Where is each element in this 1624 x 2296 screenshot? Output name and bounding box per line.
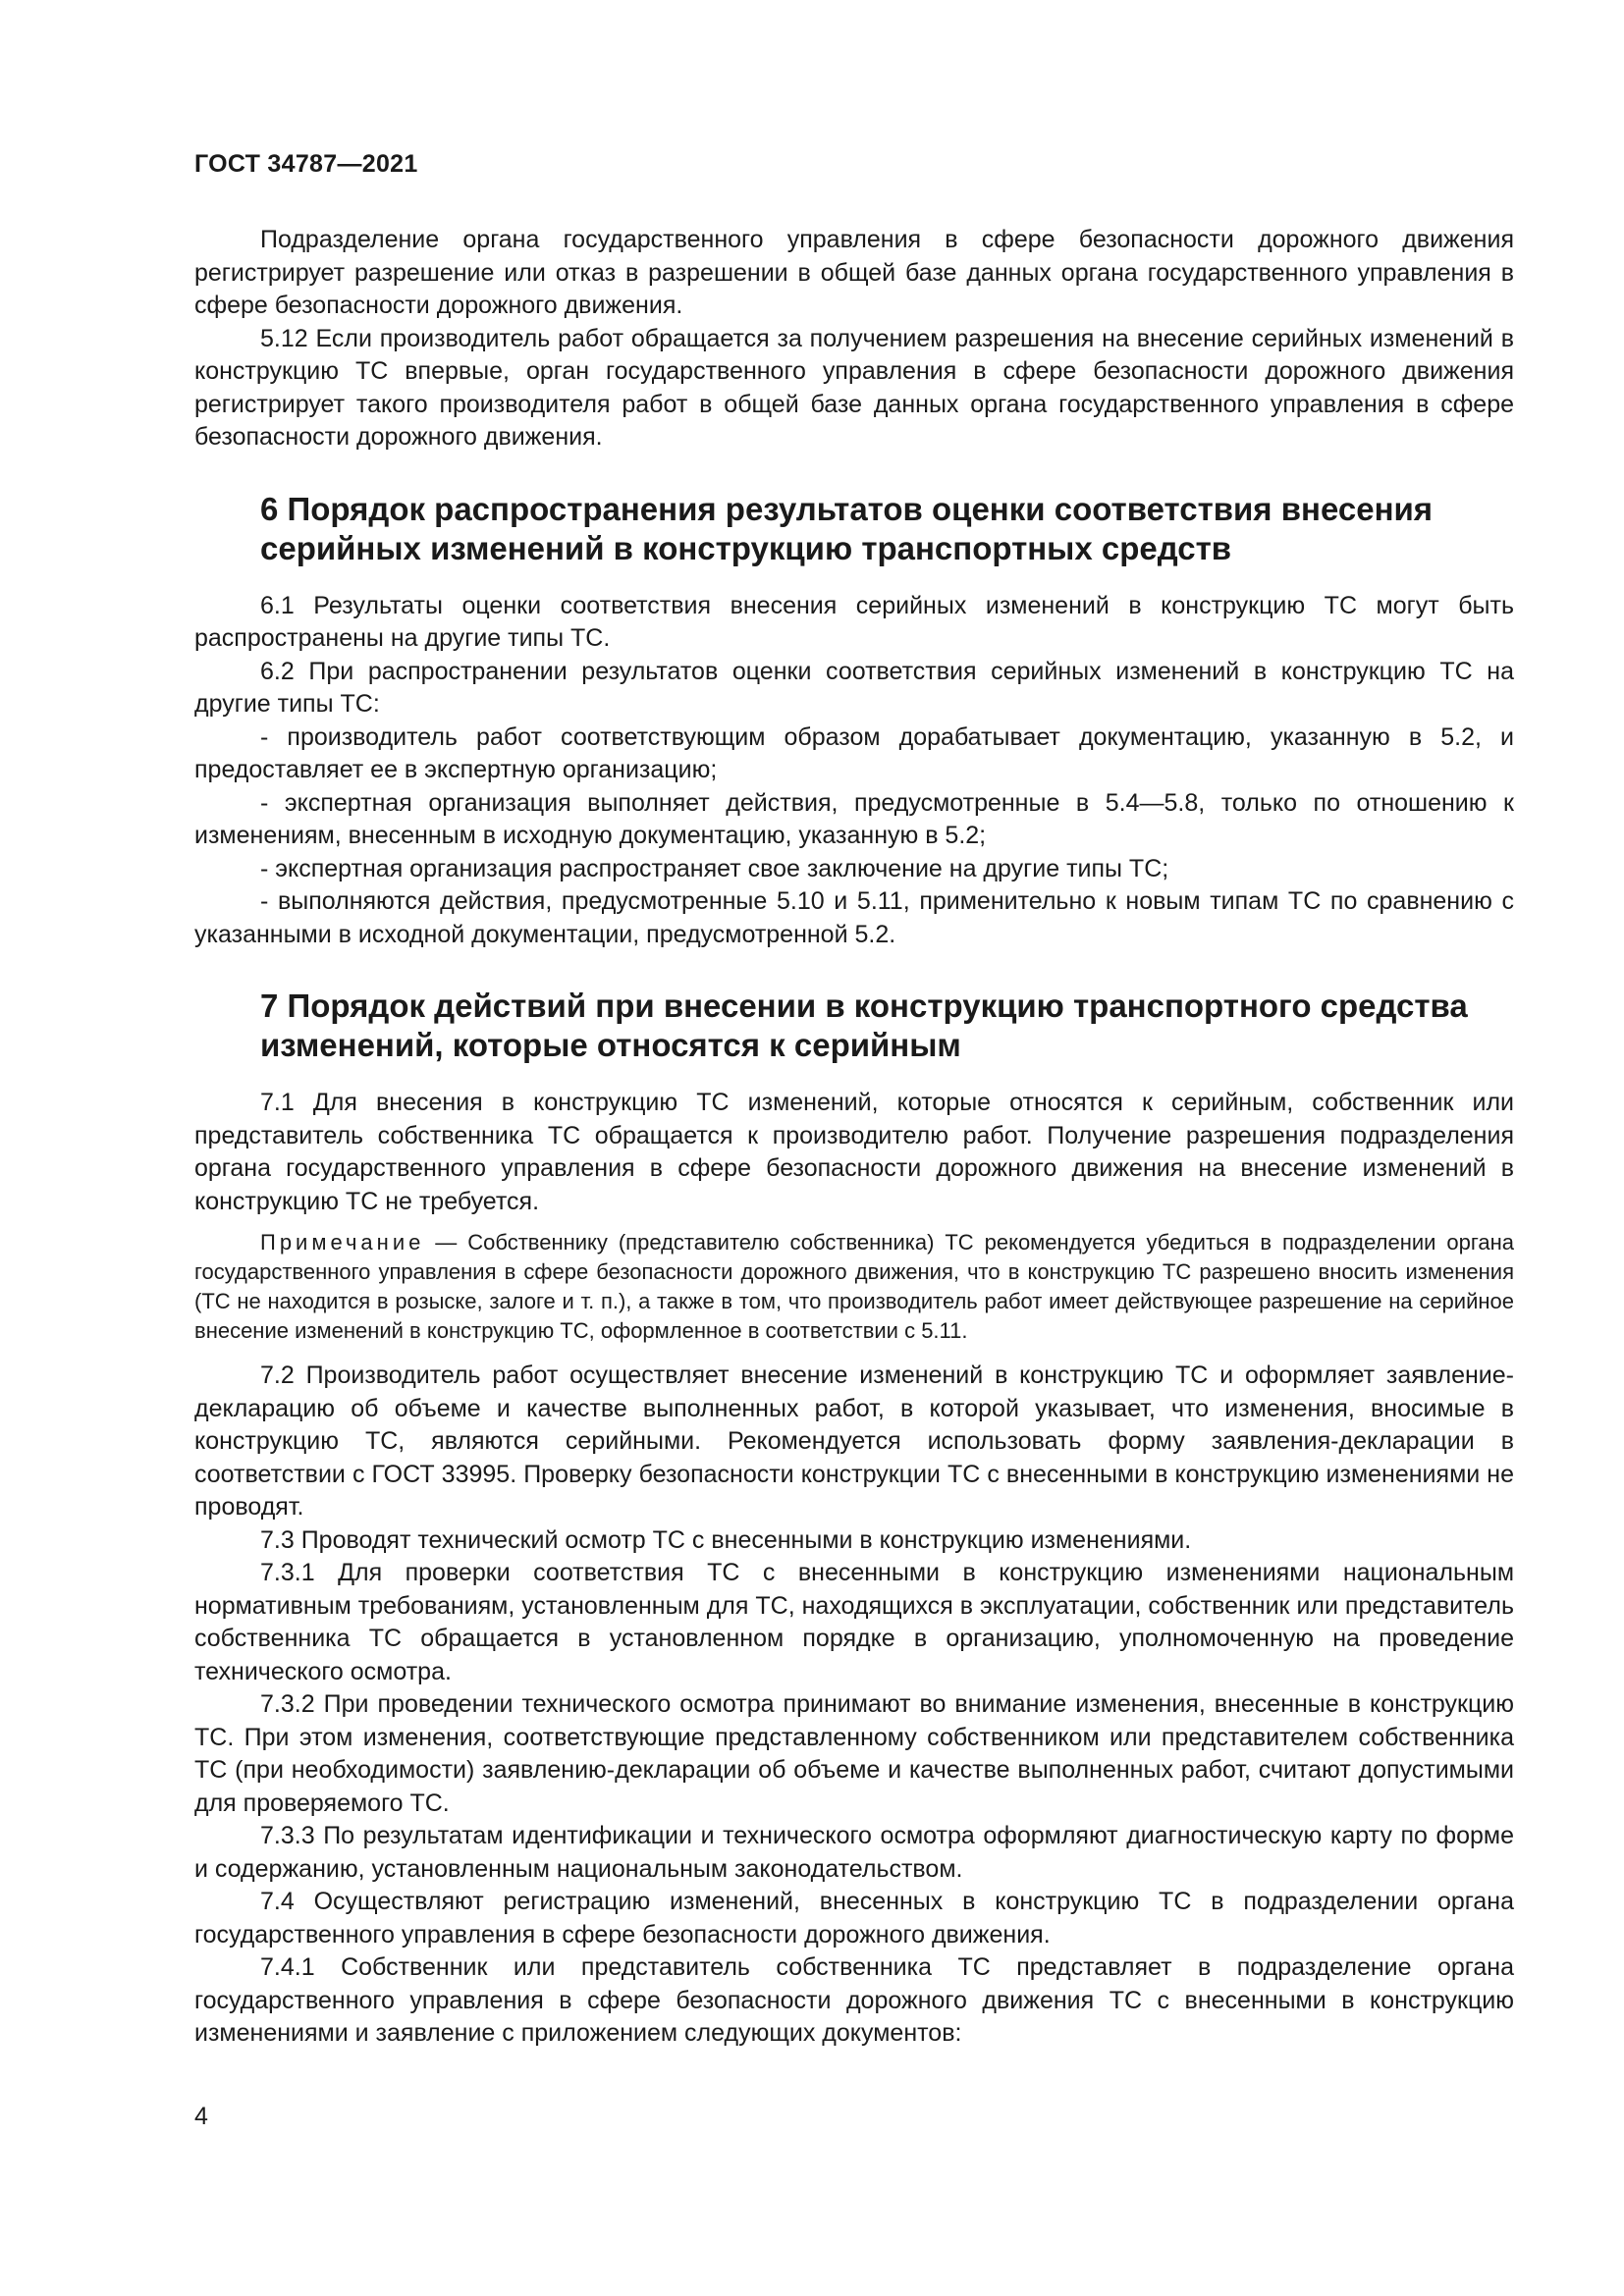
list-item: - производитель работ соответствующим образом дорабатывает документацию, указанную в 5.2, и предоставляет ее в экспертную организацию;: [194, 722, 1514, 783]
paragraph-6-2: 6.2 При распространении результатов оценки соответствия серийных изменений в конструкцию ТС на другие типы ТС:: [194, 657, 1514, 718]
page-number: 4: [194, 2103, 208, 2130]
section-7-title-line1: 7 Порядок действий при внесении в конструкцию транспортного средства: [260, 988, 1468, 1024]
paragraph-7-3-3: 7.3.3 По результатам идентификации и технического осмотра оформляют диагностическую карту по форме и содержанию, установленным национальным законодательством.: [194, 1822, 1514, 1883]
document-body: [194, 224, 1514, 2051]
paragraph: Подразделение органа государственного управления в сфере безопасности дорожного движения регистрирует разрешение или отказ в разрешении в общей базе данных органа государственного управления в сфере безопасности дорожного движения.: [194, 226, 1514, 319]
paragraph-5-12: 5.12 Если производитель работ обращается за получением разрешения на внесение серийных изменений в конструкцию ТС впервые, орган государственного управления в сфере безопасности дорожного движения регистрирует такого производителя работ в общей базе данных органа государственного управления в сфере безопасности дорожного движения.: [194, 324, 1514, 451]
note-label: Примечание: [260, 1230, 425, 1255]
section-6-title-line1: 6 Порядок распространения результатов оценки соответствия внесения: [260, 490, 1434, 527]
paragraph-7-4: 7.4 Осуществляют регистрацию изменений, внесенных в конструкцию ТС в подразделении органа государственного управления в сфере безопасности дорожного движения.: [194, 1888, 1514, 1949]
section-7-title-line2: изменений, которые относятся к серийным: [260, 1027, 961, 1063]
paragraph-7-4-1: 7.4.1 Собственник или представитель собственника ТС представляет в подразделение органа государственного управления в сфере безопасности дорожного движения ТС с внесенными в конструкцию изменениями и заявление с приложением следующих документов:: [194, 1953, 1514, 2047]
paragraph-7-2: 7.2 Производитель работ осуществляет внесение изменений в конструкцию ТС и оформляет заявление-декларацию об объеме и качестве выполненных работ, в которой указывает, что изменения, вносимые в конструкцию ТС, являются серийными. Рекомендуется использовать форму заявления-декларации в соответствии с ГОСТ 33995. Проверку безопасности конструкции ТС с внесенными в конструкцию изменениями не проводят.: [194, 1362, 1514, 1521]
section-7-heading: [194, 987, 1514, 1065]
list-item: - экспертная организация распространяет свое заключение на другие типы ТС;: [260, 854, 1169, 882]
list-item: - экспертная организация выполняет действия, предусмотренные в 5.4—5.8, только по отношению к изменениям, внесенным в исходную документацию, указанную в 5.2;: [194, 788, 1514, 849]
paragraph-7-1: 7.1 Для внесения в конструкцию ТС изменений, которые относятся к серийным, собственник или представитель собственника ТС обращается к производителю работ. Получение разрешения подразделения органа государственного управления в сфере безопасности дорожного движения на внесение изменений в конструкцию ТС не требуется.: [194, 1089, 1514, 1215]
paragraph-6-1: 6.1 Результаты оценки соответствия внесения серийных изменений в конструкцию ТС могут быть распространены на другие типы ТС.: [194, 591, 1514, 652]
section-6-heading: [194, 490, 1514, 568]
note-text: — Собственнику (представителю собственника) ТС рекомендуется убедиться в подразделении органа государственного управления в сфере безопасности дорожного движения, что в конструкцию ТС разрешено вносить изменения (ТС не находится в розыске, залоге и т. п.), а также в том, что производитель работ имеет действующее разрешение на серийное внесение изменений в конструкцию ТС, оформленное в соответствии с 5.11.: [194, 1230, 1514, 1343]
paragraph-7-3: 7.3 Проводят технический осмотр ТС с внесенными в конструкцию изменениями.: [260, 1525, 1192, 1554]
list-item: - выполняются действия, предусмотренные 5.10 и 5.11, применительно к новым типам ТС по сравнению с указанными в исходной документации, предусмотренной 5.2.: [194, 887, 1514, 948]
paragraph-7-3-2: 7.3.2 При проведении технического осмотра принимают во внимание изменения, внесенные в конструкцию ТС. При этом изменения, соответствующие представленному собственником или представителем собственника ТС (при необходимости) заявлению-декларации об объеме и качестве выполненных работ, считают допустимыми для проверяемого ТС.: [194, 1690, 1514, 1817]
document-header: ГОСТ 34787—2021: [194, 150, 418, 178]
note: [194, 1228, 1514, 1346]
paragraph-7-3-1: 7.3.1 Для проверки соответствия ТС с внесенными в конструкцию изменениями национальным нормативным требованиям, установленным для ТС, находящихся в эксплуатации, собственник или представитель собственника ТС обращается в установленном порядке в организацию, уполномоченную на проведение технического осмотра.: [194, 1559, 1514, 1685]
section-6-title-line2: серийных изменений в конструкцию транспортных средств: [260, 529, 1232, 566]
